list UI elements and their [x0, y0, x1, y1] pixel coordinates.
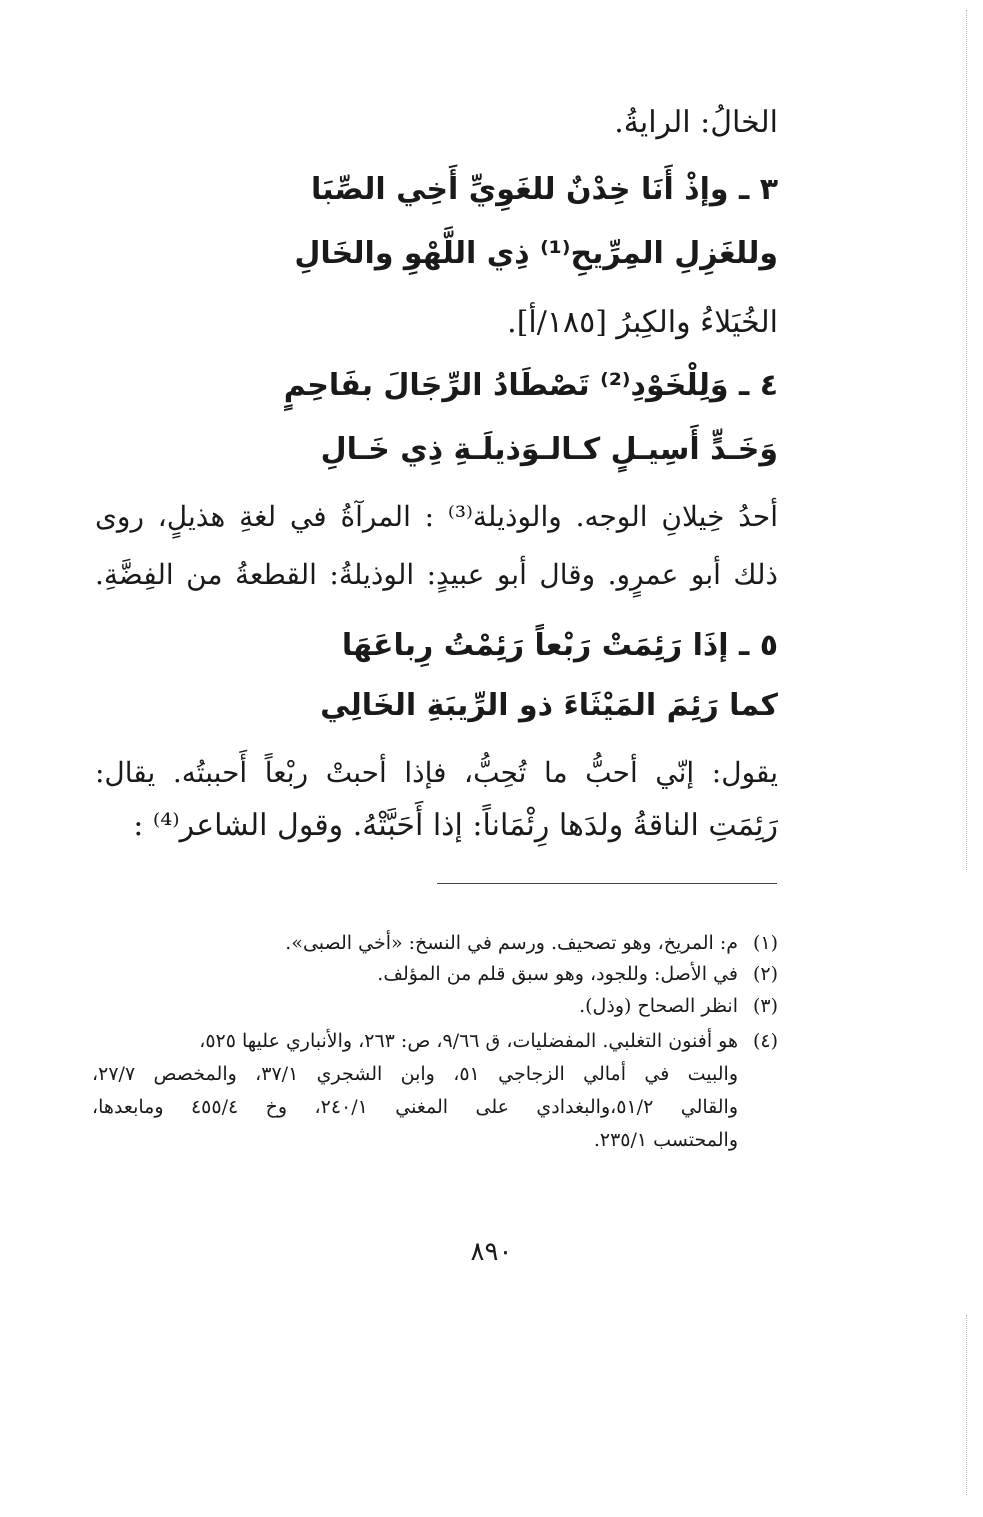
commentary-line-1: أحدُ خِيلانِ الوجه. والوذيلة⁽³⁾ : المرآةُ في لغةِ هذيلٍ، روى: [95, 500, 779, 533]
page-edge-shadow-bottom: [966, 1315, 967, 1495]
footnote-text: م: المريخ، وهو تصحيف. ورسم في النسخ: «أخي الصبى».: [285, 932, 738, 954]
commentary-line-3: يقول: إنّي أحبُّ ما تُحِبُّ، فإذا أحبتْ ربْعاً أَحببتُه. يقال:: [95, 756, 778, 789]
verse-5-second-hemistich: كما رَئِمَ المَيْثَاءَ ذو الرِّيبَةِ الخَالِي: [320, 688, 778, 723]
commentary-line-4: رَئِمَتِ الناقةُ ولدَها رِئْمَاناً: إذا أَحَبَّتْهُ. وقول الشاعر⁽⁴⁾ :: [133, 808, 778, 843]
text-line-definition: الخالُ: الرايةُ.: [614, 105, 778, 140]
footnote-1: [285, 932, 778, 954]
verse-5-first-hemistich: ٥ ـ إذَا رَئِمَتْ رَبْعاً رَئِمْتُ رِباعَهَا: [341, 628, 778, 663]
footnote-4-continuation-1: والبيت في أمالي الزجاجي ٥١، وابن الشجري ٣٧/١، والمخصص ٢٧/٧،: [92, 1063, 739, 1085]
footnote-4: [199, 1030, 778, 1052]
verse-3-second-hemistich: وللغَزِلِ المِرِّيحِ⁽¹⁾ ذِي اللَّهْوِ والخَالِ: [294, 236, 778, 271]
footnote-4-continuation-3: والمحتسب ٢٣٥/١.: [593, 1129, 738, 1151]
footnote-text: هو أفنون التغلبي. المفضليات، ق ٩/٦٦، ص: ٢٦٣، والأنباري عليها ٥٢٥،: [199, 1030, 738, 1052]
footnote-number: (٤): [752, 1030, 778, 1052]
page-number: ٨٩٠: [470, 1237, 513, 1267]
verse-3-first-hemistich: ٣ ـ وإذْ أَنَا خِدْنٌ للغَوِيِّ أَخِي الصِّبَا: [311, 172, 778, 207]
verse-4-second-hemistich: وَخَـدٍّ أَسِيـلٍ كـالـوَذيلَـةِ ذِي خَـالِ: [320, 432, 778, 467]
footnote-number: (٢): [752, 963, 778, 985]
page-edge-shadow-top: [966, 10, 967, 870]
footnote-4-continuation-2: والقالي ٥١/٢،والبغدادي على المغني ٢٤٠/١، وخ ٤٥٥/٤ ومابعدها،: [92, 1096, 738, 1118]
footnote-number: (١): [752, 932, 778, 954]
footnote-separator: [437, 883, 777, 884]
verse-4-first-hemistich: ٤ ـ وَلِلْخَوْدِ⁽²⁾ تَصْطَادُ الرِّجَالَ بفَاحِمٍ: [283, 368, 778, 403]
footnote-text: في الأصل: وللجود، وهو سبق قلم من المؤلف.: [377, 963, 738, 985]
text-line-khuyala: الخُيَلاءُ والكِبرُ [١٨٥/أ].: [507, 305, 778, 340]
footnote-2: [377, 963, 778, 985]
footnote-3: [579, 995, 778, 1017]
footnote-text: انظر الصحاح (وذل).: [579, 995, 738, 1017]
footnote-number: (٣): [752, 995, 778, 1017]
commentary-line-2: ذلك أبو عمرٍو. وقال أبو عبيدٍ: الوذيلةُ: القطعةُ من الفِضَّةِ.: [95, 558, 778, 591]
